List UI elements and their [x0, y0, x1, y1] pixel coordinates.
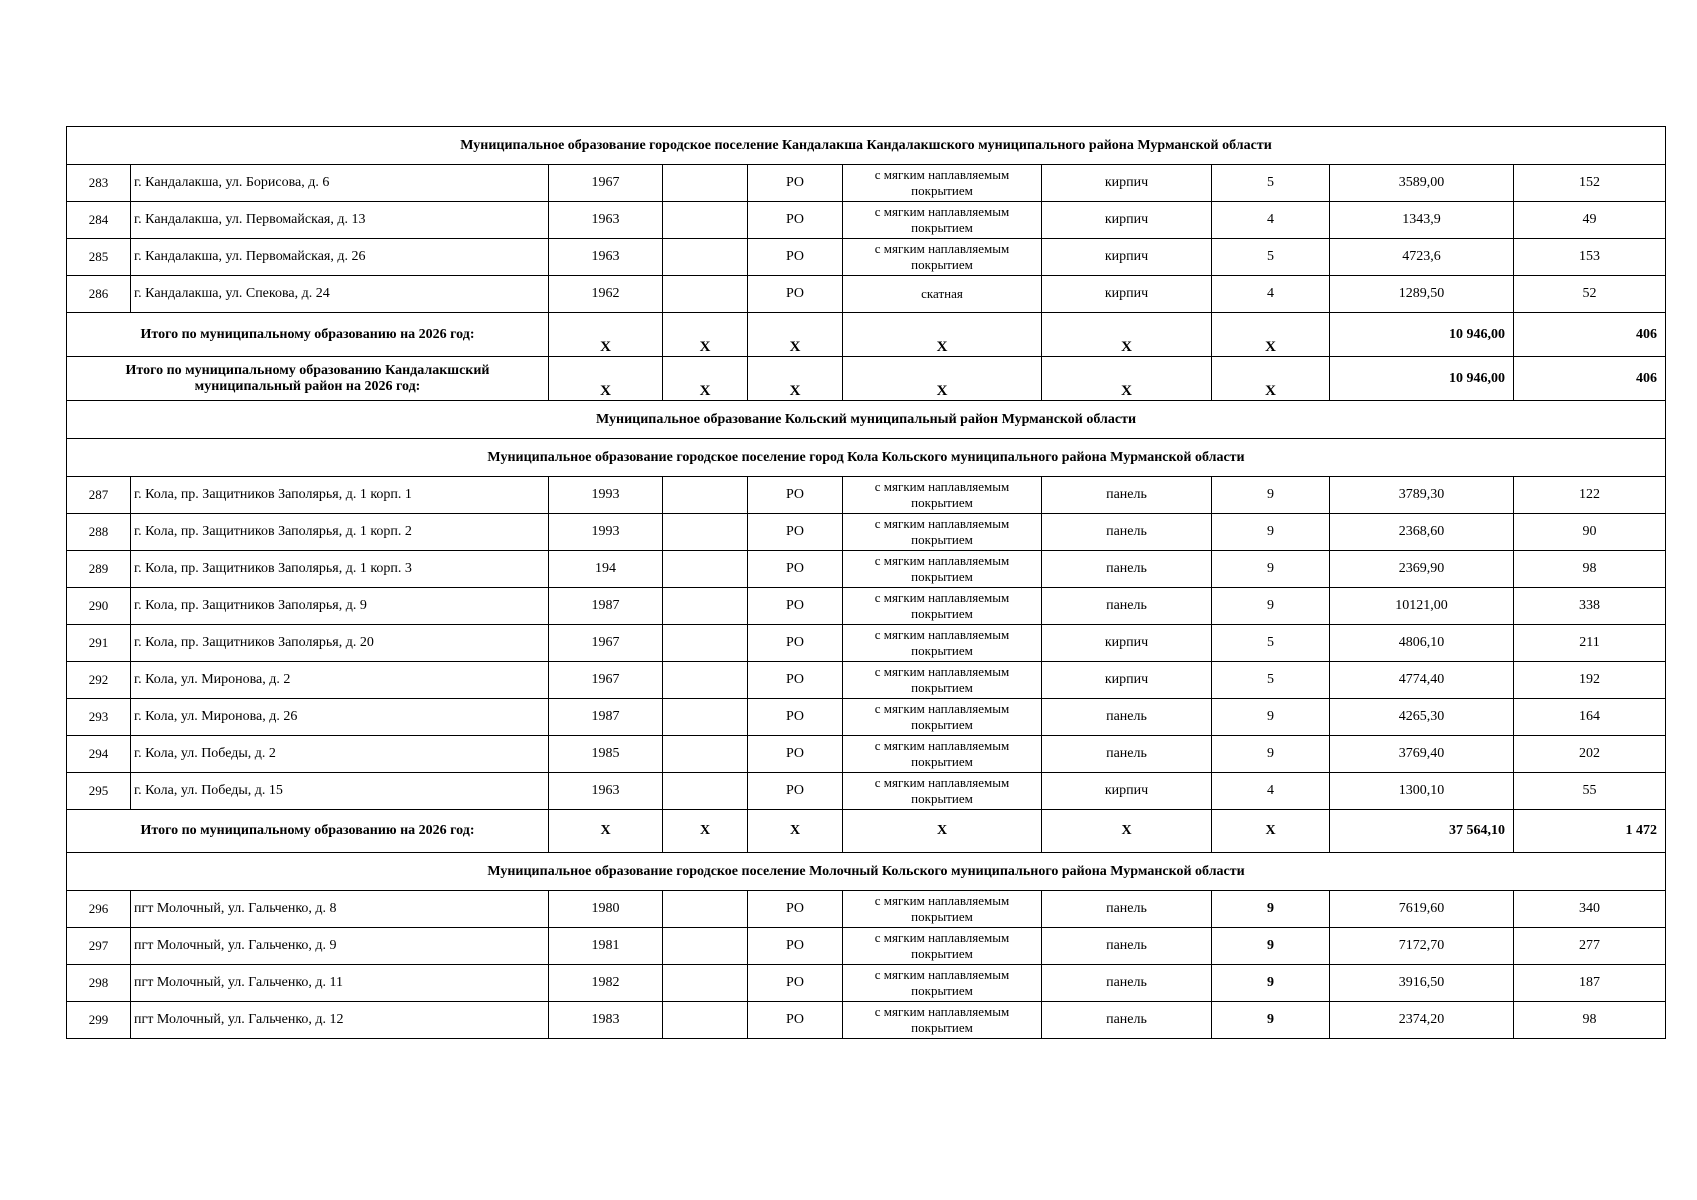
section-title: Муниципальное образование городское поселение Кандалакша Кандалакшского муниципального района Мурманской области	[67, 127, 1666, 165]
table-row	[67, 736, 1666, 773]
table-row	[67, 514, 1666, 551]
row-number: 286	[67, 276, 131, 313]
table-row	[67, 165, 1666, 202]
total-x-mark: X	[663, 810, 748, 853]
area-cell: 1343,9	[1330, 202, 1514, 239]
total-row	[67, 357, 1666, 401]
wall-material-cell: панель	[1042, 699, 1212, 736]
total-x-mark: X	[843, 313, 1042, 357]
floors-cell: 5	[1212, 239, 1330, 276]
roof-type-cell: с мягким наплавляемым покрытием	[843, 891, 1042, 928]
total-x-mark: X	[549, 810, 663, 853]
floors-cell: 5	[1212, 662, 1330, 699]
total-row	[67, 810, 1666, 853]
section-title: Муниципальное образование Кольский муниципальный район Мурманской области	[67, 401, 1666, 439]
year-cell: 1983	[549, 1002, 663, 1039]
work-type-cell: РО	[748, 551, 843, 588]
wall-material-cell: кирпич	[1042, 662, 1212, 699]
address-cell: г. Кола, пр. Защитников Заполярья, д. 1 корп. 1	[131, 477, 549, 514]
table-body	[67, 127, 1666, 1039]
address-cell: пгт Молочный, ул. Гальченко, д. 9	[131, 928, 549, 965]
residents-cell: 55	[1514, 773, 1666, 810]
year-cell: 1980	[549, 891, 663, 928]
total-x-mark: X	[1042, 313, 1212, 357]
floors-cell: 5	[1212, 625, 1330, 662]
row-number: 288	[67, 514, 131, 551]
total-x-mark: X	[1042, 810, 1212, 853]
area-cell: 2374,20	[1330, 1002, 1514, 1039]
row-number: 285	[67, 239, 131, 276]
residents-cell: 98	[1514, 1002, 1666, 1039]
roof-type-cell: с мягким наплавляемым покрытием	[843, 699, 1042, 736]
empty-cell	[663, 551, 748, 588]
work-type-cell: РО	[748, 165, 843, 202]
section-header-row	[67, 439, 1666, 477]
address-cell: г. Кандалакша, ул. Первомайская, д. 13	[131, 202, 549, 239]
address-cell: г. Кола, пр. Защитников Заполярья, д. 9	[131, 588, 549, 625]
table-row	[67, 625, 1666, 662]
total-residents: 406	[1514, 357, 1666, 401]
total-x-mark: X	[1212, 810, 1330, 853]
area-cell: 2369,90	[1330, 551, 1514, 588]
work-type-cell: РО	[748, 477, 843, 514]
residents-cell: 340	[1514, 891, 1666, 928]
section-title: Муниципальное образование городское поселение город Кола Кольского муниципального района Мурманской области	[67, 439, 1666, 477]
roof-type-cell: с мягким наплавляемым покрытием	[843, 773, 1042, 810]
work-type-cell: РО	[748, 662, 843, 699]
floors-cell: 9	[1212, 551, 1330, 588]
document-sheet	[66, 126, 1665, 1039]
area-cell: 3769,40	[1330, 736, 1514, 773]
total-area: 10 946,00	[1330, 313, 1514, 357]
area-cell: 4806,10	[1330, 625, 1514, 662]
row-number: 298	[67, 965, 131, 1002]
floors-cell: 9	[1212, 588, 1330, 625]
row-number: 295	[67, 773, 131, 810]
section-header-row	[67, 401, 1666, 439]
residents-cell: 192	[1514, 662, 1666, 699]
empty-cell	[663, 276, 748, 313]
empty-cell	[663, 736, 748, 773]
total-label: Итого по муниципальному образованию на 2026 год:	[67, 810, 549, 853]
year-cell: 1963	[549, 202, 663, 239]
total-x-mark: X	[748, 313, 843, 357]
table-row	[67, 928, 1666, 965]
row-number: 291	[67, 625, 131, 662]
total-x-mark: X	[1212, 357, 1330, 401]
residents-cell: 122	[1514, 477, 1666, 514]
total-x-mark: X	[663, 357, 748, 401]
address-cell: г. Кандалакша, ул. Первомайская, д. 26	[131, 239, 549, 276]
address-cell: пгт Молочный, ул. Гальченко, д. 11	[131, 965, 549, 1002]
year-cell: 1963	[549, 773, 663, 810]
table-row	[67, 202, 1666, 239]
residents-cell: 338	[1514, 588, 1666, 625]
total-x-mark: X	[843, 357, 1042, 401]
work-type-cell: РО	[748, 965, 843, 1002]
total-row	[67, 313, 1666, 357]
total-area: 10 946,00	[1330, 357, 1514, 401]
total-area: 37 564,10	[1330, 810, 1514, 853]
wall-material-cell: кирпич	[1042, 239, 1212, 276]
roof-type-cell: с мягким наплавляемым покрытием	[843, 551, 1042, 588]
address-cell: г. Кола, ул. Миронова, д. 2	[131, 662, 549, 699]
wall-material-cell: панель	[1042, 891, 1212, 928]
work-type-cell: РО	[748, 928, 843, 965]
floors-cell: 9	[1212, 699, 1330, 736]
area-cell: 3789,30	[1330, 477, 1514, 514]
table-row	[67, 276, 1666, 313]
area-cell: 7172,70	[1330, 928, 1514, 965]
area-cell: 1300,10	[1330, 773, 1514, 810]
year-cell: 1982	[549, 965, 663, 1002]
address-cell: г. Кандалакша, ул. Борисова, д. 6	[131, 165, 549, 202]
work-type-cell: РО	[748, 773, 843, 810]
floors-cell: 9	[1212, 891, 1330, 928]
empty-cell	[663, 514, 748, 551]
address-cell: г. Кола, ул. Победы, д. 2	[131, 736, 549, 773]
floors-cell: 5	[1212, 165, 1330, 202]
year-cell: 1967	[549, 625, 663, 662]
empty-cell	[663, 662, 748, 699]
total-x-mark: X	[663, 313, 748, 357]
year-cell: 1967	[549, 662, 663, 699]
roof-type-cell: с мягким наплавляемым покрытием	[843, 588, 1042, 625]
total-x-mark: X	[1042, 357, 1212, 401]
work-type-cell: РО	[748, 239, 843, 276]
total-x-mark: X	[748, 810, 843, 853]
address-cell: г. Кола, пр. Защитников Заполярья, д. 1 корп. 2	[131, 514, 549, 551]
table-row	[67, 239, 1666, 276]
wall-material-cell: панель	[1042, 928, 1212, 965]
floors-cell: 9	[1212, 514, 1330, 551]
address-cell: г. Кола, пр. Защитников Заполярья, д. 20	[131, 625, 549, 662]
table-row	[67, 965, 1666, 1002]
section-header-row	[67, 127, 1666, 165]
empty-cell	[663, 773, 748, 810]
total-x-mark: X	[1212, 313, 1330, 357]
empty-cell	[663, 928, 748, 965]
wall-material-cell: панель	[1042, 588, 1212, 625]
floors-cell: 9	[1212, 736, 1330, 773]
row-number: 289	[67, 551, 131, 588]
roof-type-cell: с мягким наплавляемым покрытием	[843, 965, 1042, 1002]
residents-cell: 49	[1514, 202, 1666, 239]
wall-material-cell: кирпич	[1042, 165, 1212, 202]
table-row	[67, 551, 1666, 588]
table-row	[67, 662, 1666, 699]
year-cell: 1985	[549, 736, 663, 773]
row-number: 287	[67, 477, 131, 514]
residents-cell: 202	[1514, 736, 1666, 773]
row-number: 297	[67, 928, 131, 965]
floors-cell: 9	[1212, 965, 1330, 1002]
row-number: 292	[67, 662, 131, 699]
row-number: 296	[67, 891, 131, 928]
roof-type-cell: с мягким наплавляемым покрытием	[843, 662, 1042, 699]
address-cell: пгт Молочный, ул. Гальченко, д. 8	[131, 891, 549, 928]
residents-cell: 164	[1514, 699, 1666, 736]
residents-cell: 98	[1514, 551, 1666, 588]
roof-type-cell: с мягким наплавляемым покрытием	[843, 625, 1042, 662]
floors-cell: 4	[1212, 773, 1330, 810]
work-type-cell: РО	[748, 1002, 843, 1039]
total-x-mark: X	[549, 313, 663, 357]
work-type-cell: РО	[748, 625, 843, 662]
empty-cell	[663, 202, 748, 239]
row-number: 290	[67, 588, 131, 625]
total-x-mark: X	[843, 810, 1042, 853]
empty-cell	[663, 699, 748, 736]
total-residents: 1 472	[1514, 810, 1666, 853]
year-cell: 1987	[549, 699, 663, 736]
table-row	[67, 773, 1666, 810]
residents-cell: 211	[1514, 625, 1666, 662]
wall-material-cell: кирпич	[1042, 625, 1212, 662]
roof-type-cell: с мягким наплавляемым покрытием	[843, 1002, 1042, 1039]
residents-cell: 152	[1514, 165, 1666, 202]
address-cell: г. Кола, ул. Миронова, д. 26	[131, 699, 549, 736]
empty-cell	[663, 165, 748, 202]
area-cell: 4265,30	[1330, 699, 1514, 736]
work-type-cell: РО	[748, 699, 843, 736]
area-cell: 10121,00	[1330, 588, 1514, 625]
floors-cell: 9	[1212, 1002, 1330, 1039]
table-row	[67, 588, 1666, 625]
area-cell: 4774,40	[1330, 662, 1514, 699]
roof-type-cell: с мягким наплавляемым покрытием	[843, 239, 1042, 276]
year-cell: 1967	[549, 165, 663, 202]
table-row	[67, 699, 1666, 736]
total-label: Итого по муниципальному образованию Кандалакшский муниципальный район на 2026 год:	[67, 357, 549, 401]
empty-cell	[663, 588, 748, 625]
year-cell: 194	[549, 551, 663, 588]
total-x-mark: X	[549, 357, 663, 401]
wall-material-cell: кирпич	[1042, 202, 1212, 239]
empty-cell	[663, 965, 748, 1002]
row-number: 299	[67, 1002, 131, 1039]
wall-material-cell: панель	[1042, 551, 1212, 588]
housing-repair-table	[66, 126, 1666, 1039]
roof-type-cell: с мягким наплавляемым покрытием	[843, 514, 1042, 551]
area-cell: 2368,60	[1330, 514, 1514, 551]
area-cell: 3916,50	[1330, 965, 1514, 1002]
table-row	[67, 1002, 1666, 1039]
floors-cell: 9	[1212, 477, 1330, 514]
total-residents: 406	[1514, 313, 1666, 357]
year-cell: 1963	[549, 239, 663, 276]
address-cell: г. Кола, пр. Защитников Заполярья, д. 1 корп. 3	[131, 551, 549, 588]
roof-type-cell: с мягким наплавляемым покрытием	[843, 165, 1042, 202]
floors-cell: 4	[1212, 276, 1330, 313]
wall-material-cell: панель	[1042, 477, 1212, 514]
floors-cell: 9	[1212, 928, 1330, 965]
total-x-mark: X	[748, 357, 843, 401]
table-row	[67, 891, 1666, 928]
year-cell: 1993	[549, 477, 663, 514]
residents-cell: 52	[1514, 276, 1666, 313]
empty-cell	[663, 625, 748, 662]
section-title: Муниципальное образование городское поселение Молочный Кольского муниципального района Мурманской области	[67, 853, 1666, 891]
work-type-cell: РО	[748, 514, 843, 551]
roof-type-cell: с мягким наплавляемым покрытием	[843, 928, 1042, 965]
roof-type-cell: с мягким наплавляемым покрытием	[843, 477, 1042, 514]
work-type-cell: РО	[748, 276, 843, 313]
area-cell: 7619,60	[1330, 891, 1514, 928]
floors-cell: 4	[1212, 202, 1330, 239]
address-cell: г. Кола, ул. Победы, д. 15	[131, 773, 549, 810]
residents-cell: 187	[1514, 965, 1666, 1002]
area-cell: 4723,6	[1330, 239, 1514, 276]
year-cell: 1987	[549, 588, 663, 625]
year-cell: 1981	[549, 928, 663, 965]
wall-material-cell: панель	[1042, 736, 1212, 773]
wall-material-cell: панель	[1042, 965, 1212, 1002]
address-cell: пгт Молочный, ул. Гальченко, д. 12	[131, 1002, 549, 1039]
wall-material-cell: панель	[1042, 514, 1212, 551]
address-cell: г. Кандалакша, ул. Спекова, д. 24	[131, 276, 549, 313]
roof-type-cell: с мягким наплавляемым покрытием	[843, 202, 1042, 239]
empty-cell	[663, 477, 748, 514]
row-number: 284	[67, 202, 131, 239]
wall-material-cell: панель	[1042, 1002, 1212, 1039]
total-label: Итого по муниципальному образованию на 2026 год:	[67, 313, 549, 357]
residents-cell: 277	[1514, 928, 1666, 965]
wall-material-cell: кирпич	[1042, 276, 1212, 313]
year-cell: 1962	[549, 276, 663, 313]
area-cell: 3589,00	[1330, 165, 1514, 202]
empty-cell	[663, 891, 748, 928]
section-header-row	[67, 853, 1666, 891]
work-type-cell: РО	[748, 588, 843, 625]
area-cell: 1289,50	[1330, 276, 1514, 313]
work-type-cell: РО	[748, 891, 843, 928]
residents-cell: 153	[1514, 239, 1666, 276]
wall-material-cell: кирпич	[1042, 773, 1212, 810]
residents-cell: 90	[1514, 514, 1666, 551]
roof-type-cell: скатная	[843, 276, 1042, 313]
year-cell: 1993	[549, 514, 663, 551]
table-row	[67, 477, 1666, 514]
empty-cell	[663, 1002, 748, 1039]
empty-cell	[663, 239, 748, 276]
row-number: 283	[67, 165, 131, 202]
roof-type-cell: с мягким наплавляемым покрытием	[843, 736, 1042, 773]
row-number: 293	[67, 699, 131, 736]
row-number: 294	[67, 736, 131, 773]
work-type-cell: РО	[748, 202, 843, 239]
work-type-cell: РО	[748, 736, 843, 773]
